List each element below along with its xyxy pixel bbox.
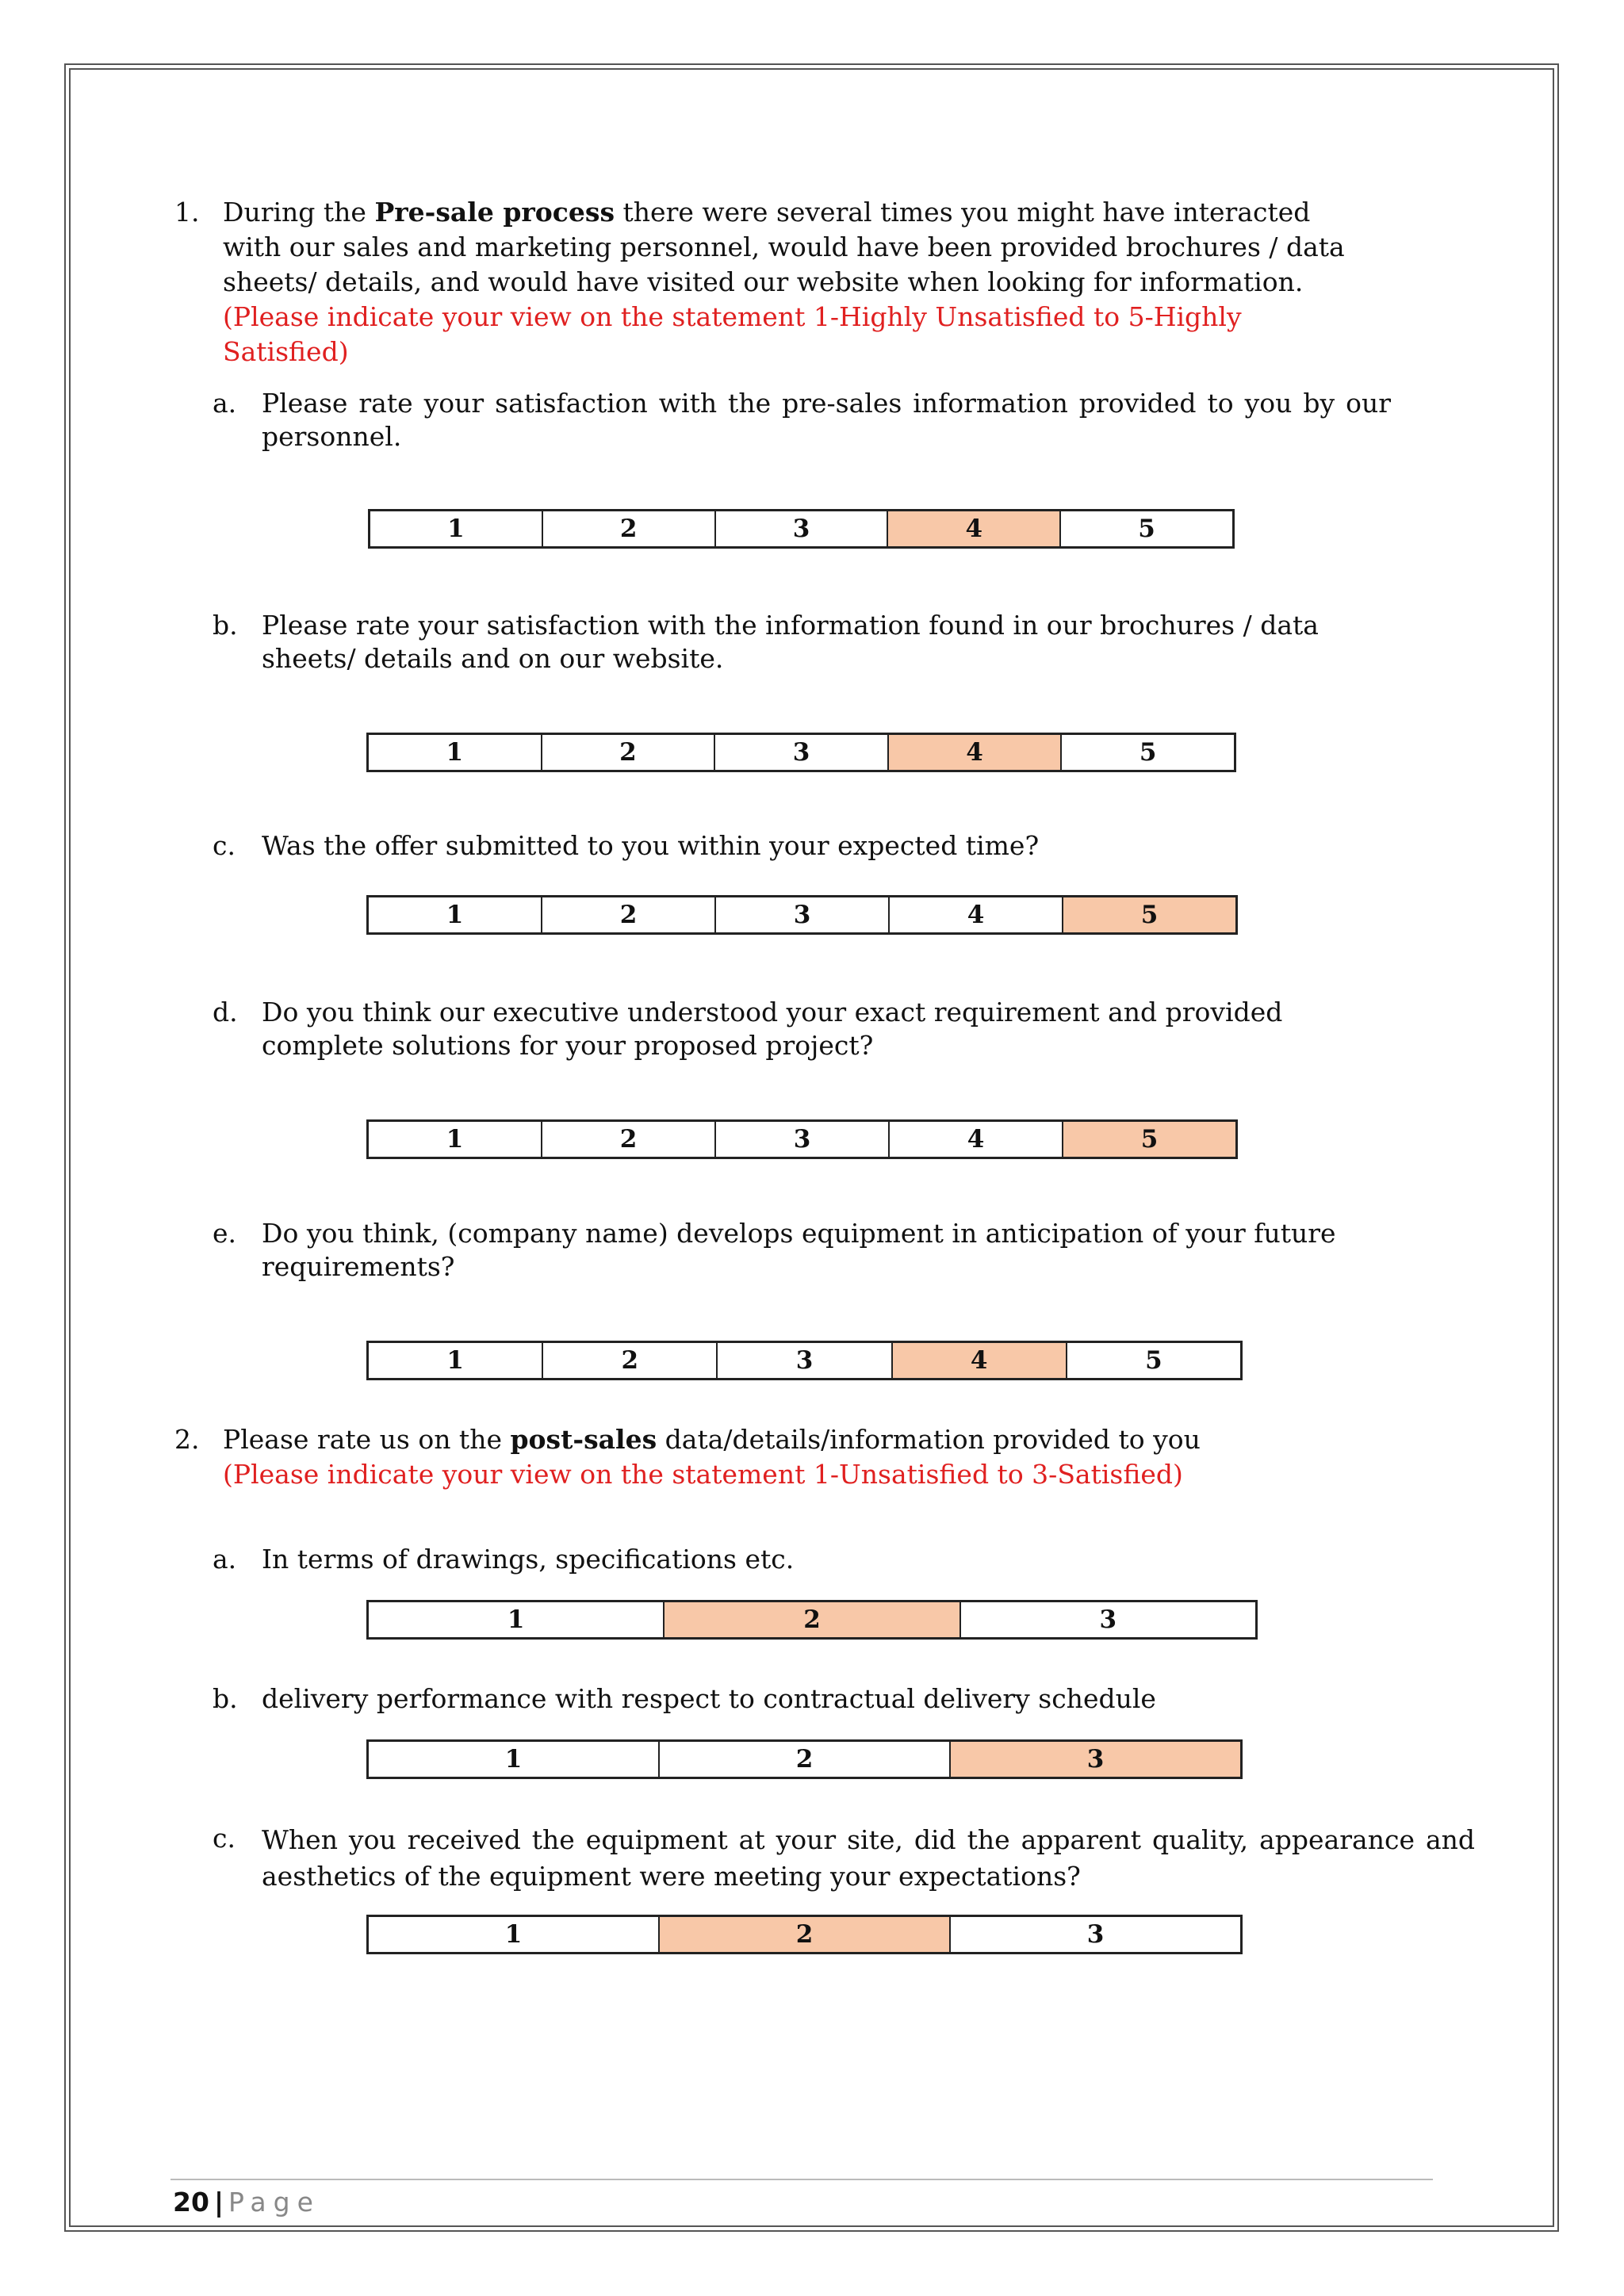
rating-option[interactable]: 2 (541, 735, 714, 770)
item-text: Please rate your satisfaction with the pre-sales information provided to you by our personnel. (262, 388, 1391, 452)
question-number: 2. (174, 1424, 200, 1455)
rating-option[interactable]: 2 (541, 1122, 714, 1157)
question-text: Please rate us on the post-sales data/details/information provided to you (Please indicate your view on the statement 1-Unsatisfied to 3-Satisfied) (223, 1424, 1201, 1490)
item-text: Do you think, (company name) develops equipment in anticipation of your future requirements? (262, 1218, 1336, 1282)
rating-option[interactable]: 2 (658, 1742, 949, 1777)
question-bold-term: Pre-sale process (374, 197, 615, 228)
rating-option[interactable]: 1 (507, 1605, 525, 1634)
rating-option-selected[interactable]: 2 (658, 1917, 949, 1952)
item-text: In terms of drawings, specifications etc. (262, 1544, 795, 1575)
rating-scale (368, 509, 1235, 549)
item-label: b. (213, 1683, 238, 1714)
rating-option[interactable]: 3 (714, 1122, 888, 1157)
item-label: c. (213, 830, 236, 861)
rating-option-selected[interactable]: 3 (949, 1742, 1240, 1777)
rating-option-selected[interactable]: 4 (891, 1343, 1066, 1378)
rating-option[interactable]: 1 (446, 1345, 464, 1375)
item-text: delivery performance with respect to contractual delivery schedule (262, 1683, 1156, 1714)
rating-option[interactable]: 1 (446, 1124, 464, 1154)
rating-scale (366, 1341, 1243, 1380)
item-text: Was the offer submitted to you within your expected time? (262, 830, 1040, 861)
rating-option-selected[interactable]: 5 (1062, 1122, 1235, 1157)
footer-separator: | (213, 2187, 224, 2218)
rating-option[interactable]: 3 (714, 511, 887, 546)
rating-option-selected[interactable]: 5 (1062, 897, 1235, 932)
item-text: When you received the equipment at your site, did the apparent quality, appearance and aesthetics of the equipment were meeting your expectations? (262, 1824, 1475, 1892)
rating-option-selected[interactable]: 4 (887, 735, 1061, 770)
item-label: a. (213, 1544, 237, 1575)
rating-option[interactable]: 5 (1066, 1343, 1240, 1378)
rating-scale (366, 895, 1238, 935)
item-label: d. (213, 997, 238, 1027)
item-text: Please rate your satisfaction with the information found in our brochures / data sheets/ details and on our website. (262, 610, 1319, 674)
page-footer (173, 2187, 320, 2218)
rating-instruction: (Please indicate your view on the statement 1-Unsatisfied to 3-Satisfied) (223, 1459, 1183, 1490)
question-text: During the Pre-sale process there were several times you might have interacted with our sales and marketing personnel, would have been provided brochures / data sheets/ details, and would have visited our website when looking for information. (Please indicate your view on the statement 1-Highly Unsatisfied to 5-Highly Satisfied) (223, 197, 1345, 367)
rating-option[interactable]: 3 (716, 1343, 891, 1378)
rating-option[interactable]: 3 (949, 1917, 1240, 1952)
rating-scale (366, 733, 1236, 772)
rating-option-selected[interactable]: 4 (887, 511, 1059, 546)
item-label: a. (213, 388, 237, 419)
rating-scale (366, 1600, 1258, 1640)
rating-option[interactable]: 2 (542, 1343, 716, 1378)
item-label: e. (213, 1218, 237, 1249)
item-label: b. (213, 610, 238, 641)
rating-option[interactable]: 1 (504, 1744, 523, 1774)
page-word: Page (228, 2187, 320, 2218)
page-number: 20 (173, 2187, 209, 2218)
rating-option[interactable]: 3 (959, 1602, 1255, 1637)
rating-option[interactable]: 1 (446, 900, 464, 929)
rating-option[interactable]: 1 (446, 737, 464, 767)
item-text: Do you think our executive understood your exact requirement and provided complete solutions for your proposed project? (262, 997, 1283, 1061)
item-label: c. (213, 1823, 236, 1854)
rating-scale (366, 1119, 1238, 1159)
rating-scale (366, 1739, 1243, 1779)
rating-option[interactable]: 1 (504, 1919, 523, 1949)
rating-option[interactable]: 4 (888, 897, 1062, 932)
rating-option[interactable]: 1 (447, 514, 465, 543)
rating-option[interactable]: 4 (888, 1122, 1062, 1157)
question-number: 1. (174, 197, 200, 228)
rating-option[interactable]: 5 (1059, 511, 1232, 546)
rating-option[interactable]: 5 (1060, 735, 1234, 770)
footer-divider (170, 2179, 1433, 2180)
rating-option[interactable]: 3 (714, 735, 887, 770)
rating-scale (366, 1915, 1243, 1954)
rating-option[interactable]: 2 (542, 511, 714, 546)
rating-option[interactable]: 2 (541, 897, 714, 932)
rating-option-selected[interactable]: 2 (663, 1602, 959, 1637)
question-bold-term: post-sales (510, 1424, 657, 1455)
rating-option[interactable]: 3 (714, 897, 888, 932)
rating-instruction: (Please indicate your view on the statement 1-Highly Unsatisfied to 5-Highly Satisfied) (223, 301, 1242, 367)
